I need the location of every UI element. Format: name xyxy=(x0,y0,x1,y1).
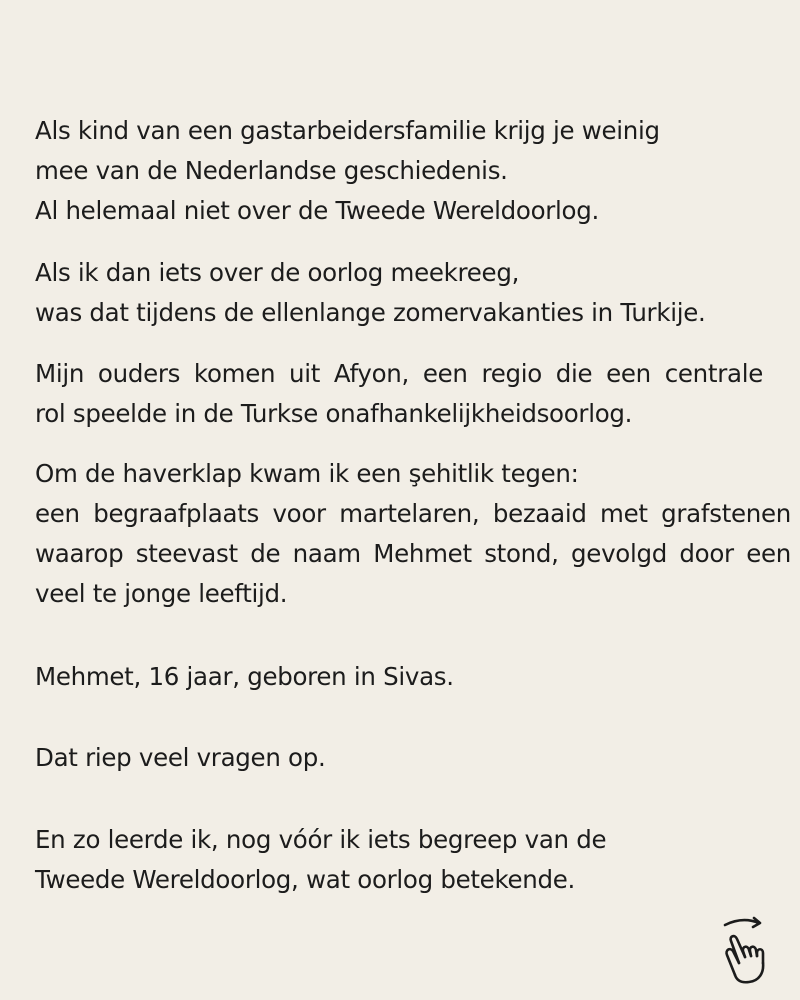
paragraph-2 xyxy=(35,253,795,333)
paragraph-5 xyxy=(35,657,795,697)
text-line: Mijn ouders komen uit Afyon, een regio die een centrale xyxy=(35,359,763,388)
swipe-hand-icon[interactable] xyxy=(715,915,779,985)
paragraph-6 xyxy=(35,738,795,778)
text-line: Dat riep veel vragen op. xyxy=(35,743,326,772)
text-line: was dat tijdens de ellenlange zomervakanties in Turkije. xyxy=(35,298,706,327)
text-line: Tweede Wereldoorlog, wat oorlog betekende. xyxy=(35,865,575,894)
paragraph-1 xyxy=(35,111,795,231)
text-line: Als kind van een gastarbeidersfamilie krijg je weinig xyxy=(35,116,660,145)
text-line: rol speelde in de Turkse onafhankelijkheidsoorlog. xyxy=(35,399,633,428)
text-line: mee van de Nederlandse geschiedenis. xyxy=(35,156,508,185)
text-line: Mehmet, 16 jaar, geboren in Sivas. xyxy=(35,662,454,691)
text-line: Om de haverklap kwam ik een şehitlik tegen: xyxy=(35,459,579,488)
paragraph-4 xyxy=(35,454,795,614)
paragraph-7 xyxy=(35,820,795,900)
text-line: En zo leerde ik, nog vóór ik iets begreep van de xyxy=(35,825,607,854)
text-line: een begraafplaats voor martelaren, bezaaid met grafstenen xyxy=(35,499,791,528)
text-line: Als ik dan iets over de oorlog meekreeg, xyxy=(35,258,520,287)
text-line: Al helemaal niet over de Tweede Wereldoorlog. xyxy=(35,196,599,225)
paragraph-3 xyxy=(35,354,795,434)
text-line: waarop steevast de naam Mehmet stond, gevolgd door een xyxy=(35,539,791,568)
text-line: veel te jonge leeftijd. xyxy=(35,579,288,608)
